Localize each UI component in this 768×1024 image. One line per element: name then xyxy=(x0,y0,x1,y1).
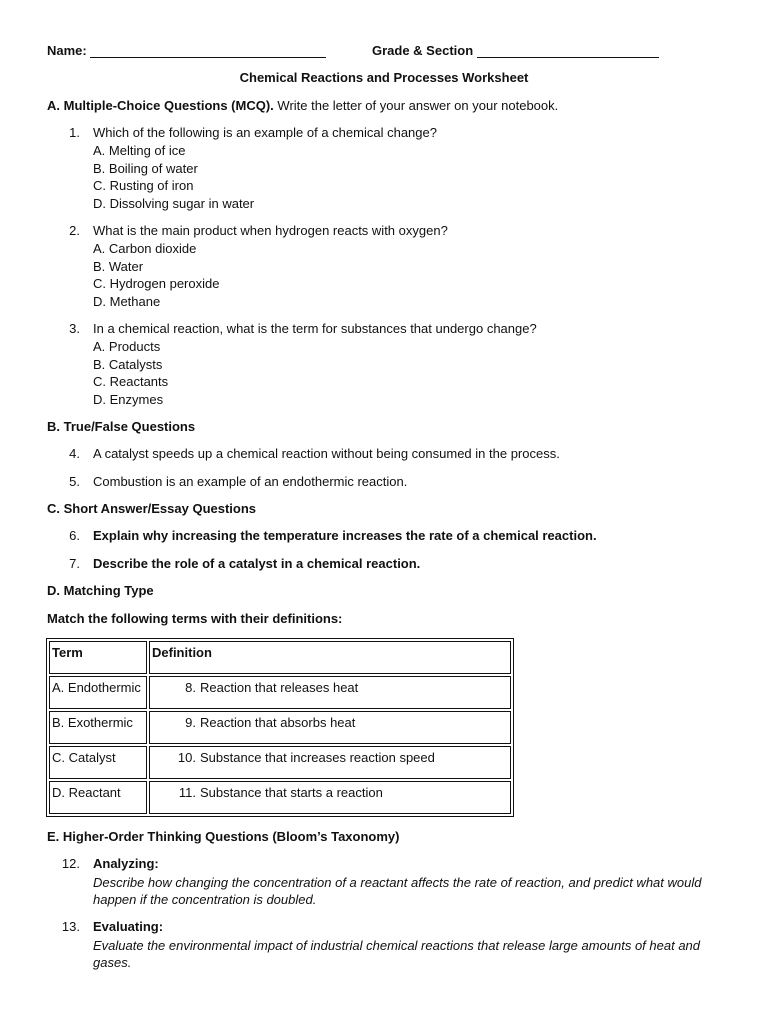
question-number: 3. xyxy=(69,321,80,336)
item-number: 10. xyxy=(177,750,196,765)
section-b-heading: B. True/False Questions xyxy=(47,419,196,434)
definition-cell xyxy=(149,746,511,779)
question-text: In a chemical reaction, what is the term for substances that undergo change? xyxy=(93,321,537,336)
column-header-term: Term xyxy=(49,641,147,674)
section-a-header xyxy=(47,98,558,113)
grade-section-field xyxy=(372,43,659,58)
definition-cell xyxy=(149,711,511,744)
question-number: 13. xyxy=(61,919,80,934)
question-label: Evaluating: xyxy=(93,919,164,934)
definition-text: Reaction that absorbs heat xyxy=(200,715,356,730)
question-text: Explain why increasing the temperature increases the rate of a chemical reaction. xyxy=(93,528,597,543)
page-title: Chemical Reactions and Processes Worksheet xyxy=(239,70,529,85)
question-number: 2. xyxy=(69,223,80,238)
term-cell: C. Catalyst xyxy=(49,746,147,779)
item-number: 9. xyxy=(185,715,196,730)
question-number: 7. xyxy=(69,556,80,571)
option: B. Catalysts xyxy=(93,357,163,372)
section-a-heading: A. Multiple-Choice Questions (MCQ). xyxy=(47,98,274,113)
column-header-definition: Definition xyxy=(149,641,511,674)
section-e-heading: E. Higher-Order Thinking Questions (Bloom’s Taxonomy) xyxy=(47,829,400,844)
section-d-instruction: Match the following terms with their definitions: xyxy=(47,611,343,626)
name-label: Name: xyxy=(47,43,87,58)
option: B. Water xyxy=(93,259,144,274)
question-text: What is the main product when hydrogen reacts with oxygen? xyxy=(93,223,448,238)
definition-text: Substance that starts a reaction xyxy=(200,785,383,800)
definition-cell xyxy=(149,781,511,814)
question-number: 6. xyxy=(69,528,80,543)
question-text: Which of the following is an example of a chemical change? xyxy=(93,125,437,140)
section-a-instruction: Write the letter of your answer on your notebook. xyxy=(277,98,559,113)
grade-label: Grade & Section xyxy=(372,43,474,58)
question-number: 5. xyxy=(69,474,80,489)
option: A. Carbon dioxide xyxy=(93,241,197,256)
question-text: Combustion is an example of an endothermic reaction. xyxy=(93,474,408,489)
term-cell: B. Exothermic xyxy=(49,711,147,744)
question-number: 12. xyxy=(61,856,80,871)
option: D. Enzymes xyxy=(93,392,164,407)
section-d-heading: D. Matching Type xyxy=(47,583,154,598)
option: C. Hydrogen peroxide xyxy=(93,276,220,291)
table-row xyxy=(49,746,511,779)
question-number: 1. xyxy=(69,125,80,140)
table-row xyxy=(49,781,511,814)
option: B. Boiling of water xyxy=(93,161,198,176)
question-text: Describe the role of a catalyst in a chemical reaction. xyxy=(93,556,421,571)
term-cell: A. Endothermic xyxy=(49,676,147,709)
question-label: Analyzing: xyxy=(93,856,159,871)
grade-blank-line xyxy=(477,45,659,58)
table-row xyxy=(49,676,511,709)
section-c-heading: C. Short Answer/Essay Questions xyxy=(47,501,257,516)
definition-text: Reaction that releases heat xyxy=(200,680,359,695)
matching-table xyxy=(46,638,514,817)
item-number: 8. xyxy=(185,680,196,695)
option: C. Rusting of iron xyxy=(93,178,194,193)
table-header-row xyxy=(49,641,511,674)
option: C. Reactants xyxy=(93,374,169,389)
question-number: 4. xyxy=(69,446,80,461)
question-13-text: Evaluate the environmental impact of industrial chemical reactions that release large amounts of heat and gases. xyxy=(93,938,701,970)
option: A. Products xyxy=(93,339,161,354)
table-row xyxy=(49,711,511,744)
item-number: 11. xyxy=(178,785,196,800)
name-blank-line xyxy=(90,45,326,58)
term-cell: D. Reactant xyxy=(49,781,147,814)
name-field xyxy=(47,43,326,58)
definition-text: Substance that increases reaction speed xyxy=(200,750,435,765)
question-12-text: Describe how changing the concentration of a reactant affects the rate of reaction, and predict what would happen if the concentration is doubled. xyxy=(93,875,702,907)
question-text: A catalyst speeds up a chemical reaction without being consumed in the process. xyxy=(93,446,560,461)
option: D. Methane xyxy=(93,294,161,309)
definition-cell xyxy=(149,676,511,709)
option: A. Melting of ice xyxy=(93,143,186,158)
option: D. Dissolving sugar in water xyxy=(93,196,255,211)
